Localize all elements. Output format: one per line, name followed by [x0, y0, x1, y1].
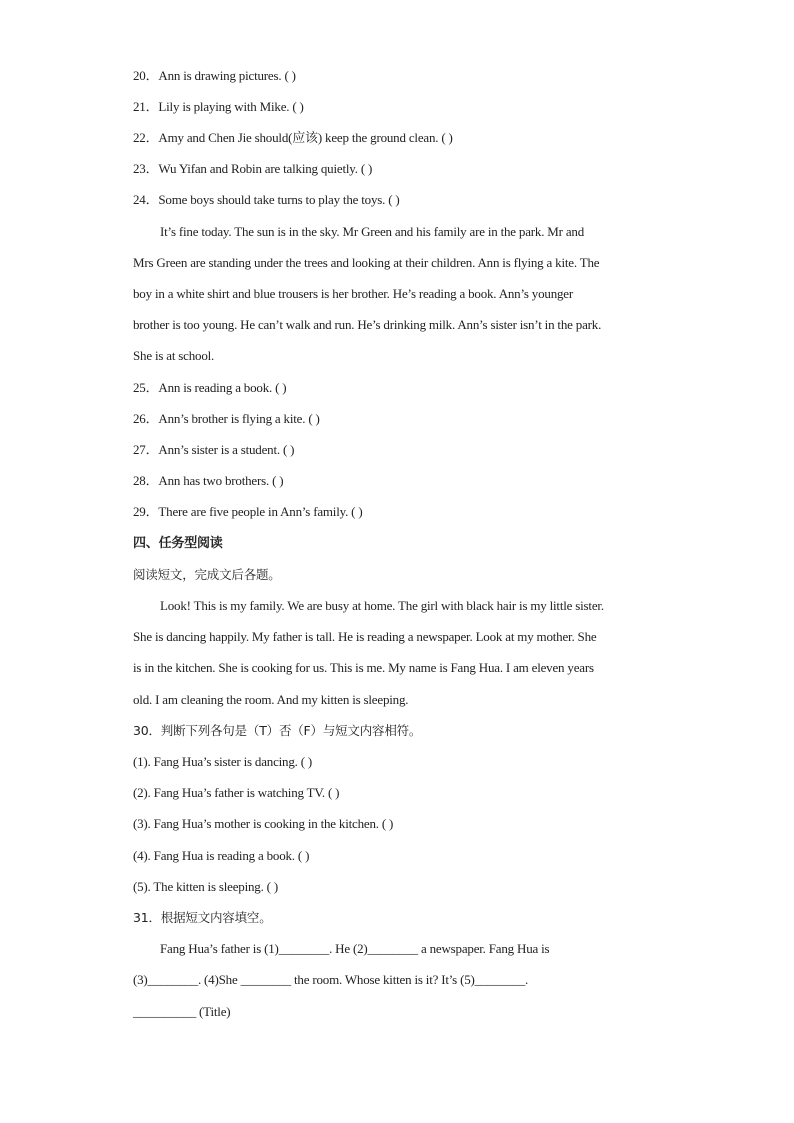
question-29: 29．There are five people in Ann’s family. ( ) — [133, 504, 363, 519]
question-31-title: 31．根据短文内容填空。 — [133, 910, 272, 925]
question-30-item-1: (1). Fang Hua’s sister is dancing. ( ) — [133, 754, 313, 769]
question-30-item-2: (2). Fang Hua’s father is watching TV. ( ) — [133, 785, 340, 800]
section-title: 四、任务型阅读 — [133, 536, 223, 551]
question-28: 28．Ann has two brothers. ( ) — [133, 473, 284, 488]
passage-1-line-1: It’s fine today. The sun is in the sky. Mr Green and his family are in the park. Mr and — [160, 224, 585, 239]
passage-1-line-5: She is at school. — [133, 348, 215, 363]
question-23: 23．Wu Yifan and Robin are talking quietly. ( ) — [133, 161, 373, 176]
passage-2-line-2: She is dancing happily. My father is tall. He is reading a newspaper. Look at my mother. She — [133, 629, 597, 644]
question-31-line-1: Fang Hua’s father is (1)________. He (2)________ a newspaper. Fang Hua is — [160, 941, 550, 956]
passage-1-line-2: Mrs Green are standing under the trees and looking at their children. Ann is flying a kite. The — [133, 255, 600, 270]
passage-1-line-4: brother is too young. He can’t walk and run. He’s drinking milk. Ann’s sister isn’t in the park. — [133, 317, 602, 332]
passage-2-line-1: Look! This is my family. We are busy at home. The girl with black hair is my little sister. — [160, 598, 604, 613]
question-22: 22．Amy and Chen Jie should(应该) keep the ground clean. ( ) — [133, 130, 453, 145]
section-instruction: 阅读短文，完成文后各题。 — [133, 567, 281, 582]
passage-1-line-3: boy in a white shirt and blue trousers is her brother. He’s reading a book. Ann’s younger — [133, 286, 573, 301]
question-31-title-blank: __________ (Title) — [133, 1004, 231, 1019]
question-24: 24．Some boys should take turns to play the toys. ( ) — [133, 192, 400, 207]
passage-2-line-4: old. I am cleaning the room. And my kitten is sleeping. — [133, 692, 409, 707]
question-30-item-4: (4). Fang Hua is reading a book. ( ) — [133, 848, 310, 863]
question-27: 27．Ann’s sister is a student. ( ) — [133, 442, 295, 457]
question-31-line-2: (3)________. (4)She ________ the room. Whose kitten is it? It’s (5)________. — [133, 972, 529, 987]
question-30-item-5: (5). The kitten is sleeping. ( ) — [133, 879, 278, 894]
question-25: 25．Ann is reading a book. ( ) — [133, 380, 287, 395]
question-21: 21．Lily is playing with Mike. ( ) — [133, 99, 304, 114]
question-30-item-3: (3). Fang Hua’s mother is cooking in the kitchen. ( ) — [133, 816, 394, 831]
question-20: 20．Ann is drawing pictures. ( ) — [133, 68, 296, 83]
question-26: 26．Ann’s brother is flying a kite. ( ) — [133, 411, 320, 426]
question-30-title: 30．判断下列各句是（T）否（F）与短文内容相符。 — [133, 723, 422, 738]
passage-2-line-3: is in the kitchen. She is cooking for us. This is me. My name is Fang Hua. I am eleven years — [133, 660, 594, 675]
